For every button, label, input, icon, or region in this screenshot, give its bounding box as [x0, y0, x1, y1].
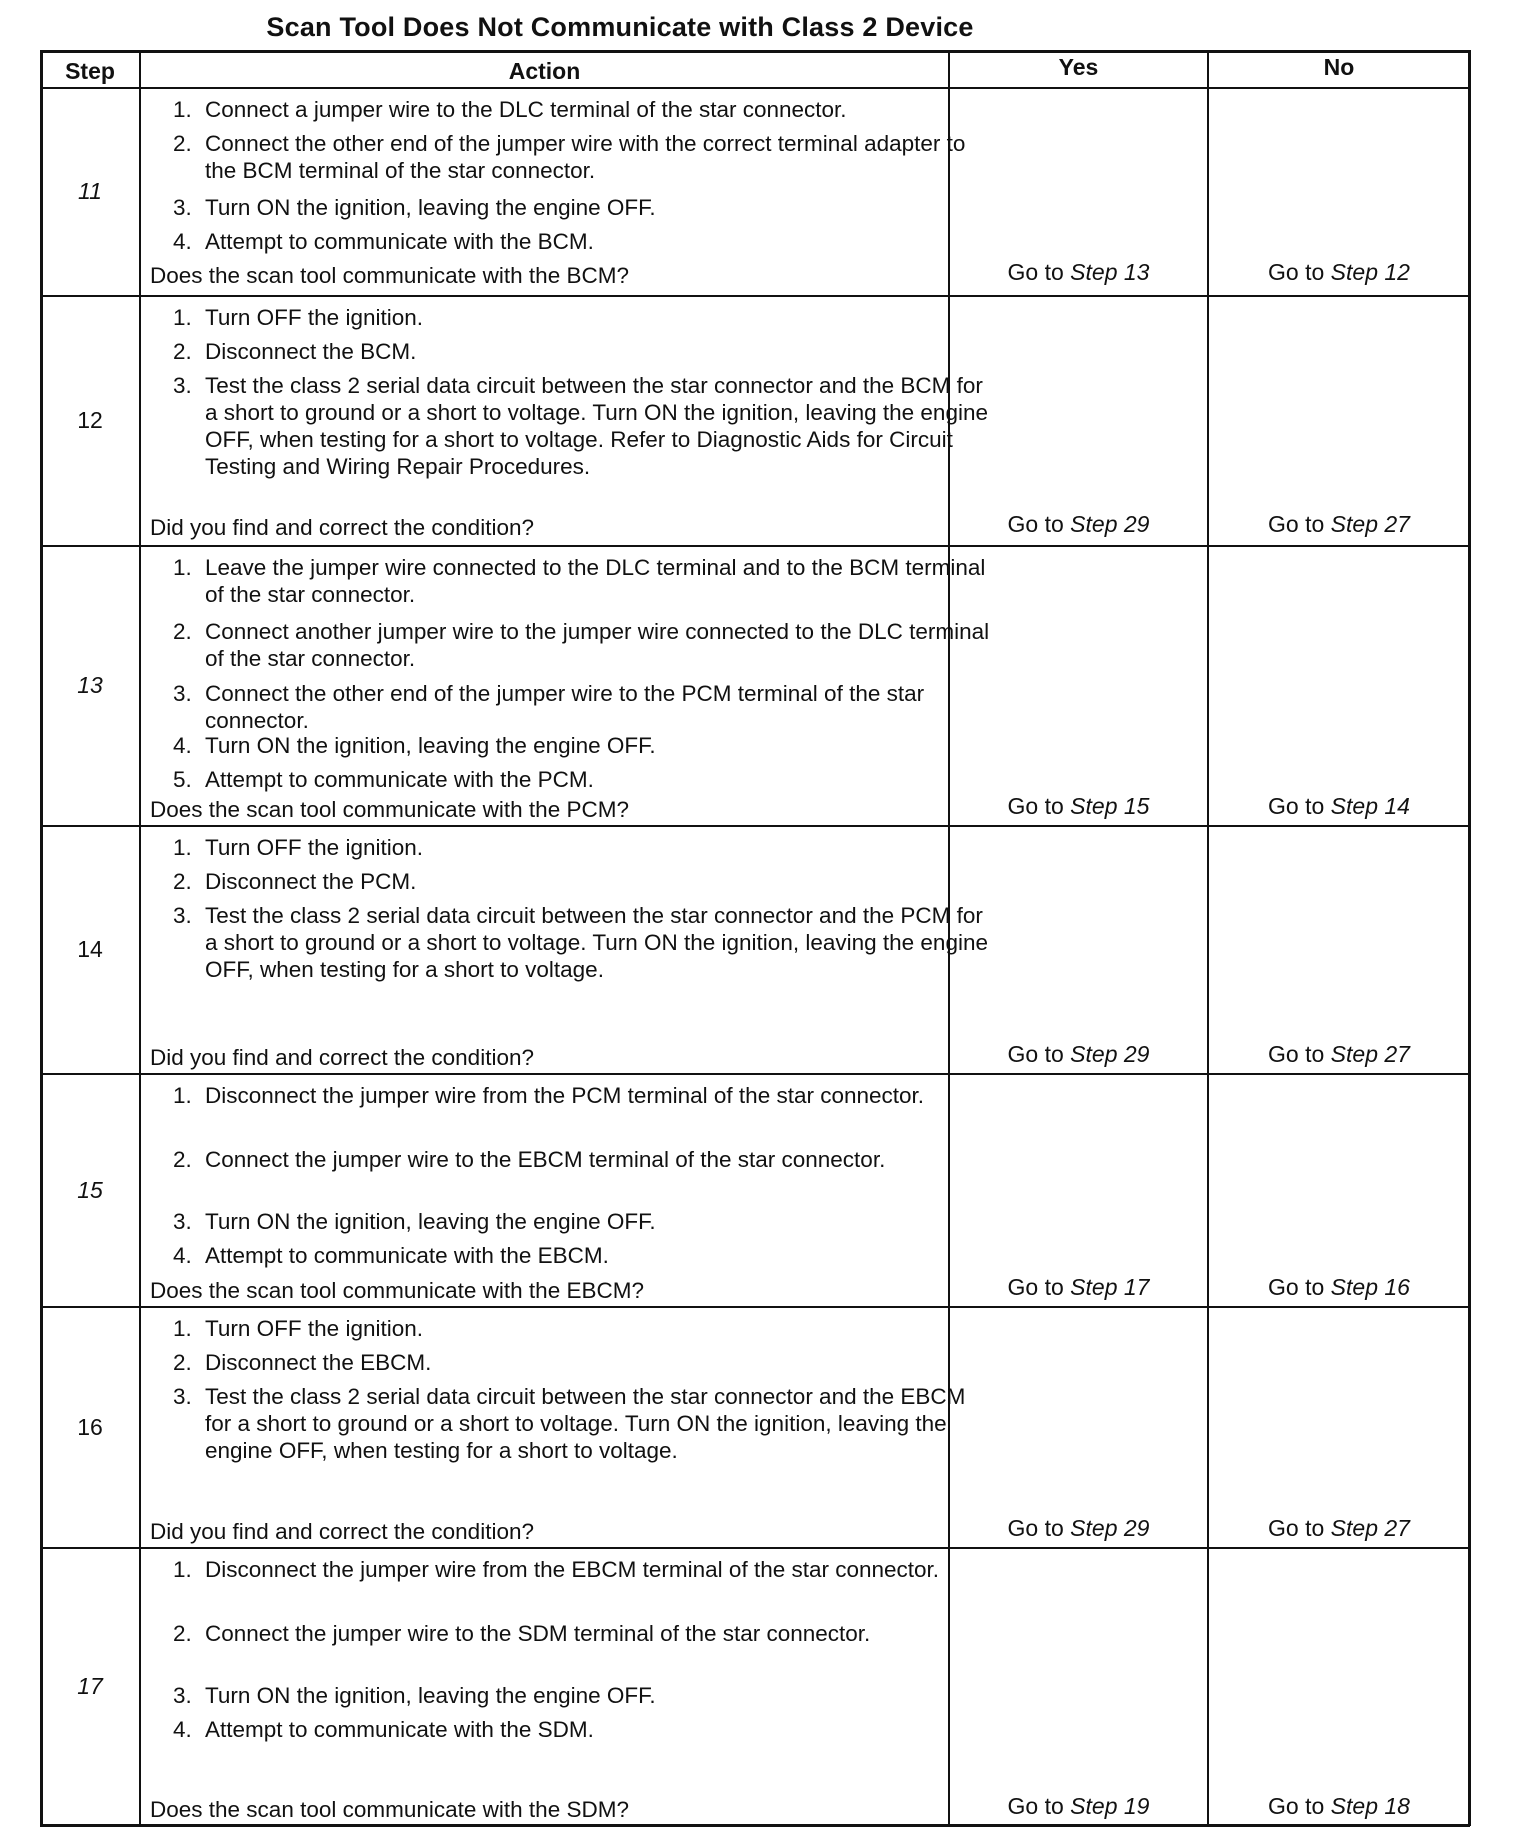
item-number: 3.	[173, 1209, 192, 1234]
item-text: Turn ON the ignition, leaving the engine OFF.	[205, 1209, 656, 1234]
action-item	[173, 1620, 995, 1647]
action-question: Did you find and correct the condition?	[150, 1519, 534, 1544]
action-item	[173, 1208, 995, 1235]
step-number: 11	[78, 178, 102, 204]
action-item	[173, 194, 995, 221]
table-row	[40, 296, 1470, 546]
item-number: 1.	[173, 555, 192, 580]
go-to-prefix: Go to	[1007, 1515, 1064, 1541]
action-item	[173, 618, 995, 672]
go-to-step-yes: Step 15	[1070, 793, 1150, 819]
go-to-step-yes: Step 19	[1070, 1793, 1150, 1819]
action-item	[173, 1315, 995, 1342]
item-text: Turn ON the ignition, leaving the engine OFF.	[205, 733, 656, 758]
item-number: 3.	[173, 903, 192, 928]
go-to-yes	[949, 793, 1208, 820]
go-to-prefix: Go to	[1268, 511, 1325, 537]
action-item	[173, 372, 995, 480]
page-title: Scan Tool Does Not Communicate with Class 2 Device	[266, 12, 974, 42]
go-to-yes	[949, 1793, 1208, 1820]
item-text: Turn ON the ignition, leaving the engine OFF.	[205, 195, 656, 220]
go-to-yes	[949, 1515, 1208, 1542]
diagnostic-table	[40, 50, 1470, 1826]
go-to-prefix: Go to	[1007, 259, 1064, 285]
go-to-step-yes: Step 17	[1070, 1274, 1150, 1300]
item-number: 4.	[173, 733, 192, 758]
item-text: Attempt to communicate with the EBCM.	[205, 1243, 609, 1268]
item-text: Test the class 2 serial data circuit between the star connector and the EBCM for a short to ground or a short to voltage. Turn ON the ignition, leaving the engine OFF, when testing for a short to voltage.	[205, 1384, 966, 1463]
go-to-step-yes: Step 29	[1070, 511, 1150, 537]
action-item	[173, 902, 995, 983]
action-item	[173, 554, 995, 608]
go-to-step-no: Step 14	[1330, 793, 1410, 819]
go-to-prefix: Go to	[1007, 1274, 1064, 1300]
go-to-prefix: Go to	[1268, 1515, 1325, 1541]
item-text: Connect another jumper wire to the jumper wire connected to the DLC terminal of the star connector.	[205, 619, 990, 671]
item-text: Disconnect the jumper wire from the EBCM terminal of the star connector.	[205, 1557, 940, 1582]
go-to-prefix: Go to	[1268, 259, 1325, 285]
action-item	[173, 1383, 995, 1464]
item-number: 2.	[173, 131, 192, 156]
action-item	[173, 1242, 995, 1269]
item-text: Attempt to communicate with the BCM.	[205, 229, 594, 254]
item-text: Disconnect the EBCM.	[205, 1350, 432, 1375]
go-to-prefix: Go to	[1268, 1793, 1325, 1819]
action-item	[173, 1146, 995, 1173]
step-number: 12	[77, 407, 103, 433]
item-number: 3.	[173, 373, 192, 398]
go-to-step-no: Step 27	[1330, 511, 1410, 537]
item-text: Connect the other end of the jumper wire with the correct terminal adapter to the BCM terminal of the star connector.	[205, 131, 966, 183]
go-to-step-yes: Step 29	[1070, 1515, 1150, 1541]
action-item	[173, 228, 995, 255]
item-number: 5.	[173, 767, 192, 792]
action-question: Did you find and correct the condition?	[150, 1045, 534, 1070]
item-text: Disconnect the PCM.	[205, 869, 417, 894]
column-header-step: Step	[65, 58, 115, 84]
action-item	[173, 868, 995, 895]
go-to-no	[1208, 259, 1470, 286]
column-header-action: Action	[508, 58, 581, 84]
go-to-step-no: Step 12	[1330, 259, 1410, 285]
action-item	[173, 1682, 995, 1709]
go-to-no	[1208, 511, 1470, 538]
go-to-no	[1208, 1793, 1470, 1820]
item-text: Connect a jumper wire to the DLC terminal of the star connector.	[205, 97, 847, 122]
table-row	[40, 1074, 1470, 1307]
item-number: 1.	[173, 97, 192, 122]
go-to-no	[1208, 793, 1470, 820]
go-to-prefix: Go to	[1007, 1793, 1064, 1819]
action-item	[173, 338, 995, 365]
item-text: Connect the jumper wire to the EBCM terminal of the star connector.	[205, 1147, 886, 1172]
table-row	[40, 1548, 1470, 1826]
go-to-step-no: Step 27	[1330, 1515, 1410, 1541]
go-to-step-yes: Step 13	[1070, 259, 1150, 285]
item-text: Turn ON the ignition, leaving the engine OFF.	[205, 1683, 656, 1708]
item-text: Turn OFF the ignition.	[205, 835, 424, 860]
go-to-prefix: Go to	[1007, 511, 1064, 537]
item-text: Attempt to communicate with the PCM.	[205, 767, 594, 792]
action-item	[173, 834, 995, 861]
item-text: Disconnect the BCM.	[205, 339, 417, 364]
item-number: 2.	[173, 339, 192, 364]
item-number: 1.	[173, 1083, 192, 1108]
item-number: 4.	[173, 1717, 192, 1742]
table-rule	[40, 50, 1470, 53]
go-to-prefix: Go to	[1007, 1041, 1064, 1067]
item-number: 4.	[173, 229, 192, 254]
item-number: 2.	[173, 1621, 192, 1646]
item-number: 2.	[173, 1147, 192, 1172]
go-to-yes	[949, 1274, 1208, 1301]
column-header-yes: Yes	[1058, 54, 1099, 80]
step-number: 13	[77, 672, 103, 698]
item-text: Test the class 2 serial data circuit between the star connector and the PCM for a short to ground or a short to voltage. Turn ON the ignition, leaving the engine OFF, when testing for a short to voltage.	[205, 903, 988, 982]
item-text: Attempt to communicate with the SDM.	[205, 1717, 594, 1742]
table-row	[40, 88, 1470, 296]
item-number: 2.	[173, 869, 192, 894]
action-item	[173, 1082, 995, 1109]
column-header-no: No	[1323, 54, 1355, 80]
item-number: 3.	[173, 681, 192, 706]
go-to-prefix: Go to	[1268, 1274, 1325, 1300]
table-row	[40, 826, 1470, 1074]
item-number: 2.	[173, 1350, 192, 1375]
item-text: Test the class 2 serial data circuit between the star connector and the BCM for a short to ground or a short to voltage. Turn ON the ignition, leaving the engine OFF, when testing for a short to voltage. Refer to Diagnostic Aids for Circuit Testing and Wiring Repair Procedures.	[205, 373, 988, 479]
item-number: 3.	[173, 195, 192, 220]
table-row	[40, 546, 1470, 826]
item-number: 4.	[173, 1243, 192, 1268]
action-item	[173, 304, 995, 331]
item-text: Connect the jumper wire to the SDM terminal of the star connector.	[205, 1621, 871, 1646]
item-text: Connect the other end of the jumper wire to the PCM terminal of the star connector.	[205, 681, 925, 733]
item-text: Turn OFF the ignition.	[205, 305, 424, 330]
go-to-step-no: Step 16	[1330, 1274, 1410, 1300]
go-to-step-no: Step 18	[1330, 1793, 1410, 1819]
go-to-no	[1208, 1515, 1470, 1542]
item-number: 2.	[173, 619, 192, 644]
item-number: 1.	[173, 835, 192, 860]
item-text: Leave the jumper wire connected to the DLC terminal and to the BCM terminal of the star connector.	[205, 555, 986, 607]
action-item	[173, 680, 995, 734]
item-text: Disconnect the jumper wire from the PCM terminal of the star connector.	[205, 1083, 925, 1108]
action-item	[173, 732, 995, 759]
go-to-no	[1208, 1274, 1470, 1301]
step-number: 17	[77, 1673, 103, 1699]
action-item	[173, 1556, 995, 1583]
item-number: 1.	[173, 305, 192, 330]
table-row	[40, 1307, 1470, 1548]
action-item	[173, 1716, 995, 1743]
go-to-prefix: Go to	[1268, 1041, 1325, 1067]
item-number: 3.	[173, 1384, 192, 1409]
go-to-prefix: Go to	[1268, 793, 1325, 819]
action-item	[173, 766, 995, 793]
step-number: 16	[77, 1413, 103, 1440]
step-number: 14	[77, 936, 103, 962]
action-question: Did you find and correct the condition?	[150, 515, 534, 540]
go-to-yes	[949, 259, 1208, 286]
action-question: Does the scan tool communicate with the SDM?	[150, 1797, 629, 1822]
action-item	[173, 96, 995, 123]
item-number: 3.	[173, 1683, 192, 1708]
go-to-step-no: Step 27	[1330, 1041, 1410, 1067]
go-to-yes	[949, 511, 1208, 538]
go-to-no	[1208, 1041, 1470, 1068]
action-item	[173, 130, 995, 184]
action-question: Does the scan tool communicate with the EBCM?	[150, 1278, 644, 1303]
action-question: Does the scan tool communicate with the PCM?	[150, 797, 629, 822]
item-number: 1.	[173, 1557, 192, 1582]
action-question: Does the scan tool communicate with the BCM?	[150, 263, 629, 288]
item-number: 1.	[173, 1316, 192, 1341]
item-text: Turn OFF the ignition.	[205, 1316, 424, 1341]
go-to-step-yes: Step 29	[1070, 1041, 1150, 1067]
go-to-yes	[949, 1041, 1208, 1068]
action-item	[173, 1349, 995, 1376]
step-number: 15	[77, 1176, 103, 1203]
go-to-prefix: Go to	[1007, 793, 1064, 819]
